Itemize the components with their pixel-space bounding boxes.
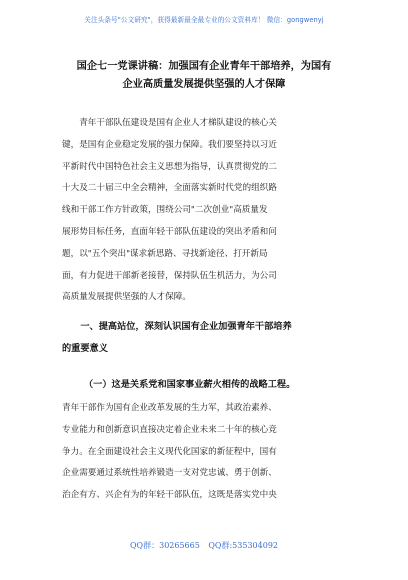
paragraph-line: 平新时代中国特色社会主义思想为指导，认真贯彻党的二 [62, 161, 277, 172]
paragraph-line: 企业需要通过系统性培养锻造一支对党忠诚、勇于创新、 [62, 468, 277, 479]
paragraph-line: 面，有力促进干部新老接替，保持队伍生机活力，为公司 [62, 270, 277, 281]
document-title-line-2: 企业高质量发展提供坚强的人才保障 [122, 78, 286, 90]
paragraph-line: 青年干部作为国有企业改革发展的生力军，其政治素养、 [62, 403, 277, 413]
paragraph-line: 治企有方、兴企有为的年轻干部队伍，这既是落实党中央 [62, 490, 277, 501]
paragraph-line: 青年干部队伍建设是国有企业人才梯队建设的核心关 [62, 118, 277, 128]
footer-qq-groups [0, 540, 408, 551]
paragraph-line: 专业能力和创新意识直接决定着企业未来二十年的核心竞 [62, 424, 277, 435]
header-banner: 关注头条号"公文研究"，获得最新最全最专业的公文资料库！ 微信：gongwenyj [84, 16, 324, 24]
paragraph-line: 题，以"五个突出"谋求新思路、寻找新途径、打开新局 [62, 248, 268, 259]
intro-paragraph [62, 113, 348, 309]
paragraph-line: 十大及二十届三中全会精神，全面落实新时代党的组织路 [62, 183, 277, 194]
subsection-heading: （一）这是关系党和国家事业薪火相传的战略工程。 [84, 379, 296, 390]
paragraph-line: 线和干部工作方针政策，围绕公司"二次创业"高质量发 [62, 205, 268, 216]
footer-qq-group-1: QQ群：30265665 [129, 541, 200, 550]
body-paragraph [62, 398, 348, 507]
paragraph-line: 高质量发展提供坚强的人才保障。 [62, 292, 191, 303]
document-title-line-1: 国企七一党课讲稿：加强国有企业青年干部培养，为国有 [76, 60, 332, 72]
footer-qq-group-2: QQ群:535304092 [208, 541, 278, 550]
paragraph-line: 键，是国有企业稳定发展的强力保障。我们要坚持以习近 [62, 139, 277, 150]
paragraph-line: 争力。在全面建设社会主义现代化国家的新征程中，国有 [62, 446, 277, 457]
section-heading-line-2: 的重要意义 [62, 343, 108, 354]
paragraph-line: 展形势目标任务，直面年轻干部队伍建设的突出矛盾和问 [62, 226, 277, 237]
section-heading-line-1: 一、提高站位，深刻认识国有企业加强青年干部培养 [62, 321, 292, 332]
